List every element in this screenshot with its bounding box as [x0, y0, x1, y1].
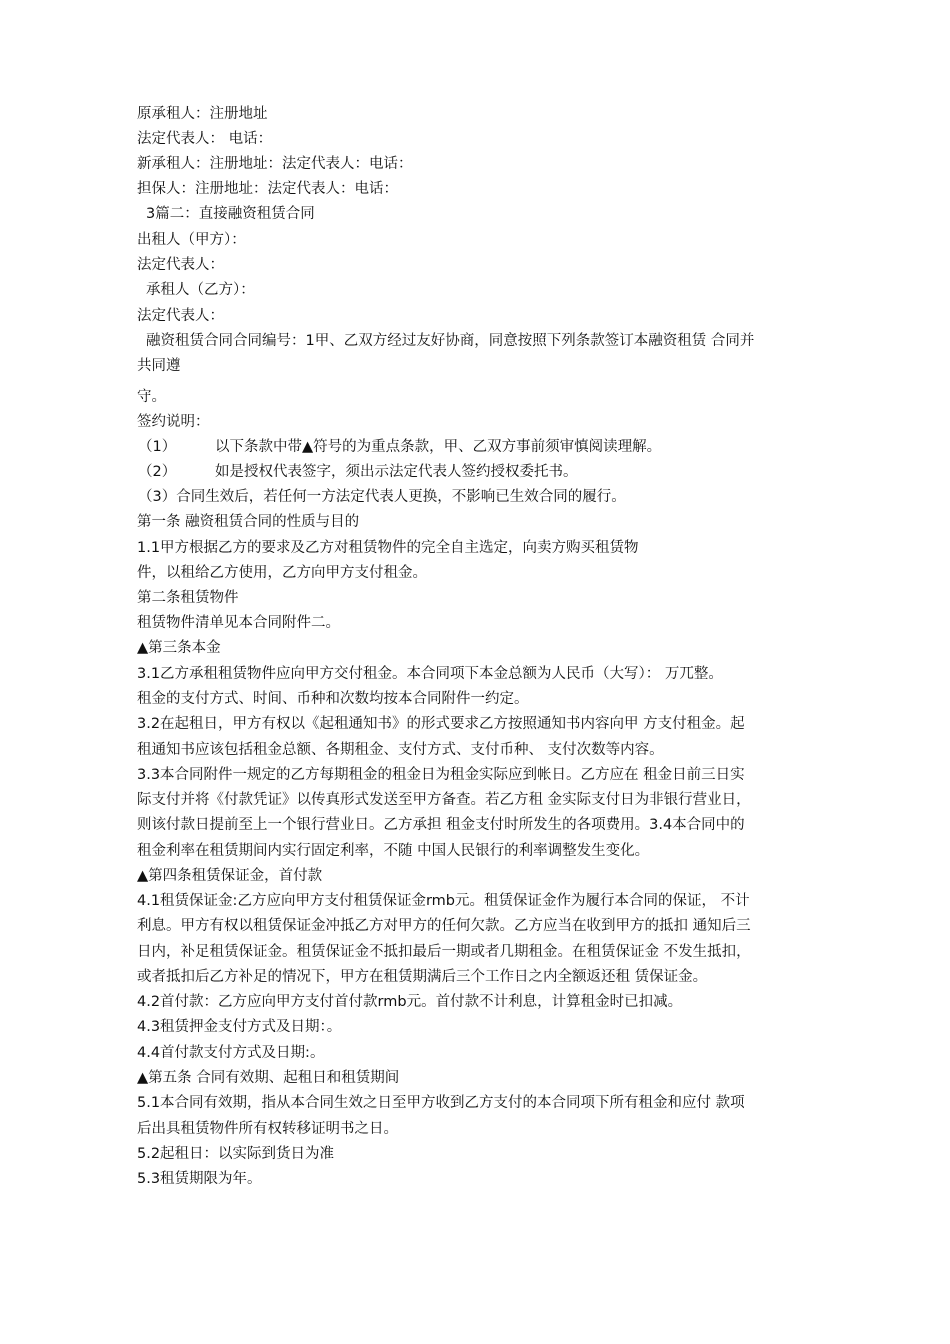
section-heading: 3篇二：直接融资租赁合同 — [146, 206, 315, 222]
article-2-paragraph: 租赁物件清单见本合同附件二。 — [137, 615, 340, 631]
article-1-paragraph-cont: 件，以租给乙方使用，乙方向甲方支付租金。 — [137, 565, 427, 581]
lessor-line: 出租人（甲方）： — [137, 232, 246, 248]
clause-4-2: 4.2首付款：乙方应向甲方支付首付款rmb元。首付款不计利息，计算租金时已扣减。 — [137, 994, 683, 1010]
clause-3-2: 3.2在起租日，甲方有权以《起租通知书》的形式要求乙方按照通知书内容向甲 方支付租金。起 — [137, 716, 745, 732]
item-number: （2） — [138, 464, 177, 480]
clause-4-1-cont: 利息。甲方有权以租赁保证金冲抵乙方对甲方的任何欠款。乙方应当在收到甲方的抵扣 通知后三 — [137, 918, 751, 934]
item-text: 以下条款中带▲符号的为重点条款，甲、乙双方事前须审慎阅读理解。 — [215, 439, 662, 455]
clause-3-3: 3.3本合同附件一规定的乙方每期租金的租金日为租金实际应到帐日。乙方应在 租金日前三日实 — [137, 767, 745, 783]
clause-3-3-cont: 际支付并将《付款凭证》以传真形式发送至甲方备查。若乙方租 金实际支付日为非银行营业日， — [137, 792, 751, 808]
clause-4-3: 4.3租赁押金支付方式及日期：。 — [137, 1019, 342, 1035]
clause-5-2: 5.2起租日：以实际到货日为准 — [137, 1146, 335, 1162]
article-2-heading: 第二条租赁物件 — [137, 590, 239, 606]
article-1-paragraph: 1.1甲方根据乙方的要求及乙方对租赁物件的完全自主选定，向卖方购买租赁物 — [137, 540, 639, 556]
article-5-heading: ▲第五条 合同有效期、起租日和租赁期间 — [137, 1070, 400, 1086]
clause-3-2-cont: 租通知书应该包括租金总额、各期租金、支付方式、支付币种、 支付次数等内容。 — [137, 742, 664, 758]
article-4-heading: ▲第四条租赁保证金，首付款 — [137, 868, 323, 884]
clause-3-3-cont: 则该付款日提前至上一个银行营业日。乙方承担 租金支付时所发生的各项费用。3.4本合同中的 — [137, 817, 745, 833]
original-lessee-line: 原承租人：注册地址 — [137, 106, 268, 122]
contract-number-paragraph-cont: 共同遵 — [137, 358, 181, 374]
clause-3-1: 3.1乙方承租租赁物件应向甲方交付租金。本合同项下本金总额为人民币（大写）： 万兀整。 — [137, 666, 723, 682]
clause-4-1-cont: 或者抵扣后乙方补足的情况下，甲方在租赁期满后三个工作日之内全额返还租 赁保证金。 — [137, 969, 708, 985]
clause-3-1-cont: 租金的支付方式、时间、币种和次数均按本合同附件一约定。 — [137, 691, 529, 707]
contract-number-paragraph-end: 守。 — [137, 389, 166, 405]
contract-number-paragraph: 融资租赁合同合同编号：1甲、乙双方经过友好协商，同意按照下列条款签订本融资租赁 合同并 — [146, 333, 755, 349]
article-3-heading: ▲第三条本金 — [137, 640, 221, 656]
lessor-legal-rep-line: 法定代表人： — [137, 257, 224, 273]
lessee-line: 承租人（乙方）： — [146, 282, 255, 298]
clause-3-4-cont: 租金利率在租赁期间内实行固定利率，不随 中国人民银行的利率调整发生变化。 — [137, 843, 650, 859]
item-text: 如是授权代表签字，须出示法定代表人签约授权委托书。 — [215, 464, 578, 480]
new-lessee-line: 新承租人：注册地址：法定代表人：电话： — [137, 156, 413, 172]
clause-4-1: 4.1租赁保证金:乙方应向甲方支付租赁保证金rmb元。租赁保证金作为履行本合同的保证， 不计 — [137, 893, 750, 909]
guarantor-line: 担保人：注册地址：法定代表人：电话： — [137, 181, 398, 197]
item-number: （1） — [138, 439, 177, 455]
legal-rep-phone-line: 法定代表人： 电话： — [137, 131, 273, 147]
article-1-heading: 第一条 融资租赁合同的性质与目的 — [137, 514, 360, 530]
clause-5-1-cont: 后出具租赁物件所有权转移证明书之日。 — [137, 1121, 398, 1137]
signing-notes-heading: 签约说明： — [137, 414, 210, 430]
signing-note-item: （3）合同生效后，若任何一方法定代表人更换，不影响已生效合同的履行。 — [138, 489, 626, 505]
clause-4-4: 4.4首付款支付方式及日期:。 — [137, 1045, 325, 1061]
lessee-legal-rep-line: 法定代表人： — [137, 308, 224, 324]
clause-5-1: 5.1本合同有效期，指从本合同生效之日至甲方收到乙方支付的本合同项下所有租金和应付 款项 — [137, 1095, 745, 1111]
clause-4-1-cont: 日内，补足租赁保证金。租赁保证金不抵扣最后一期或者几期租金。在租赁保证金 不发生抵扣， — [137, 944, 751, 960]
clause-5-3: 5.3租赁期限为年。 — [137, 1171, 262, 1187]
